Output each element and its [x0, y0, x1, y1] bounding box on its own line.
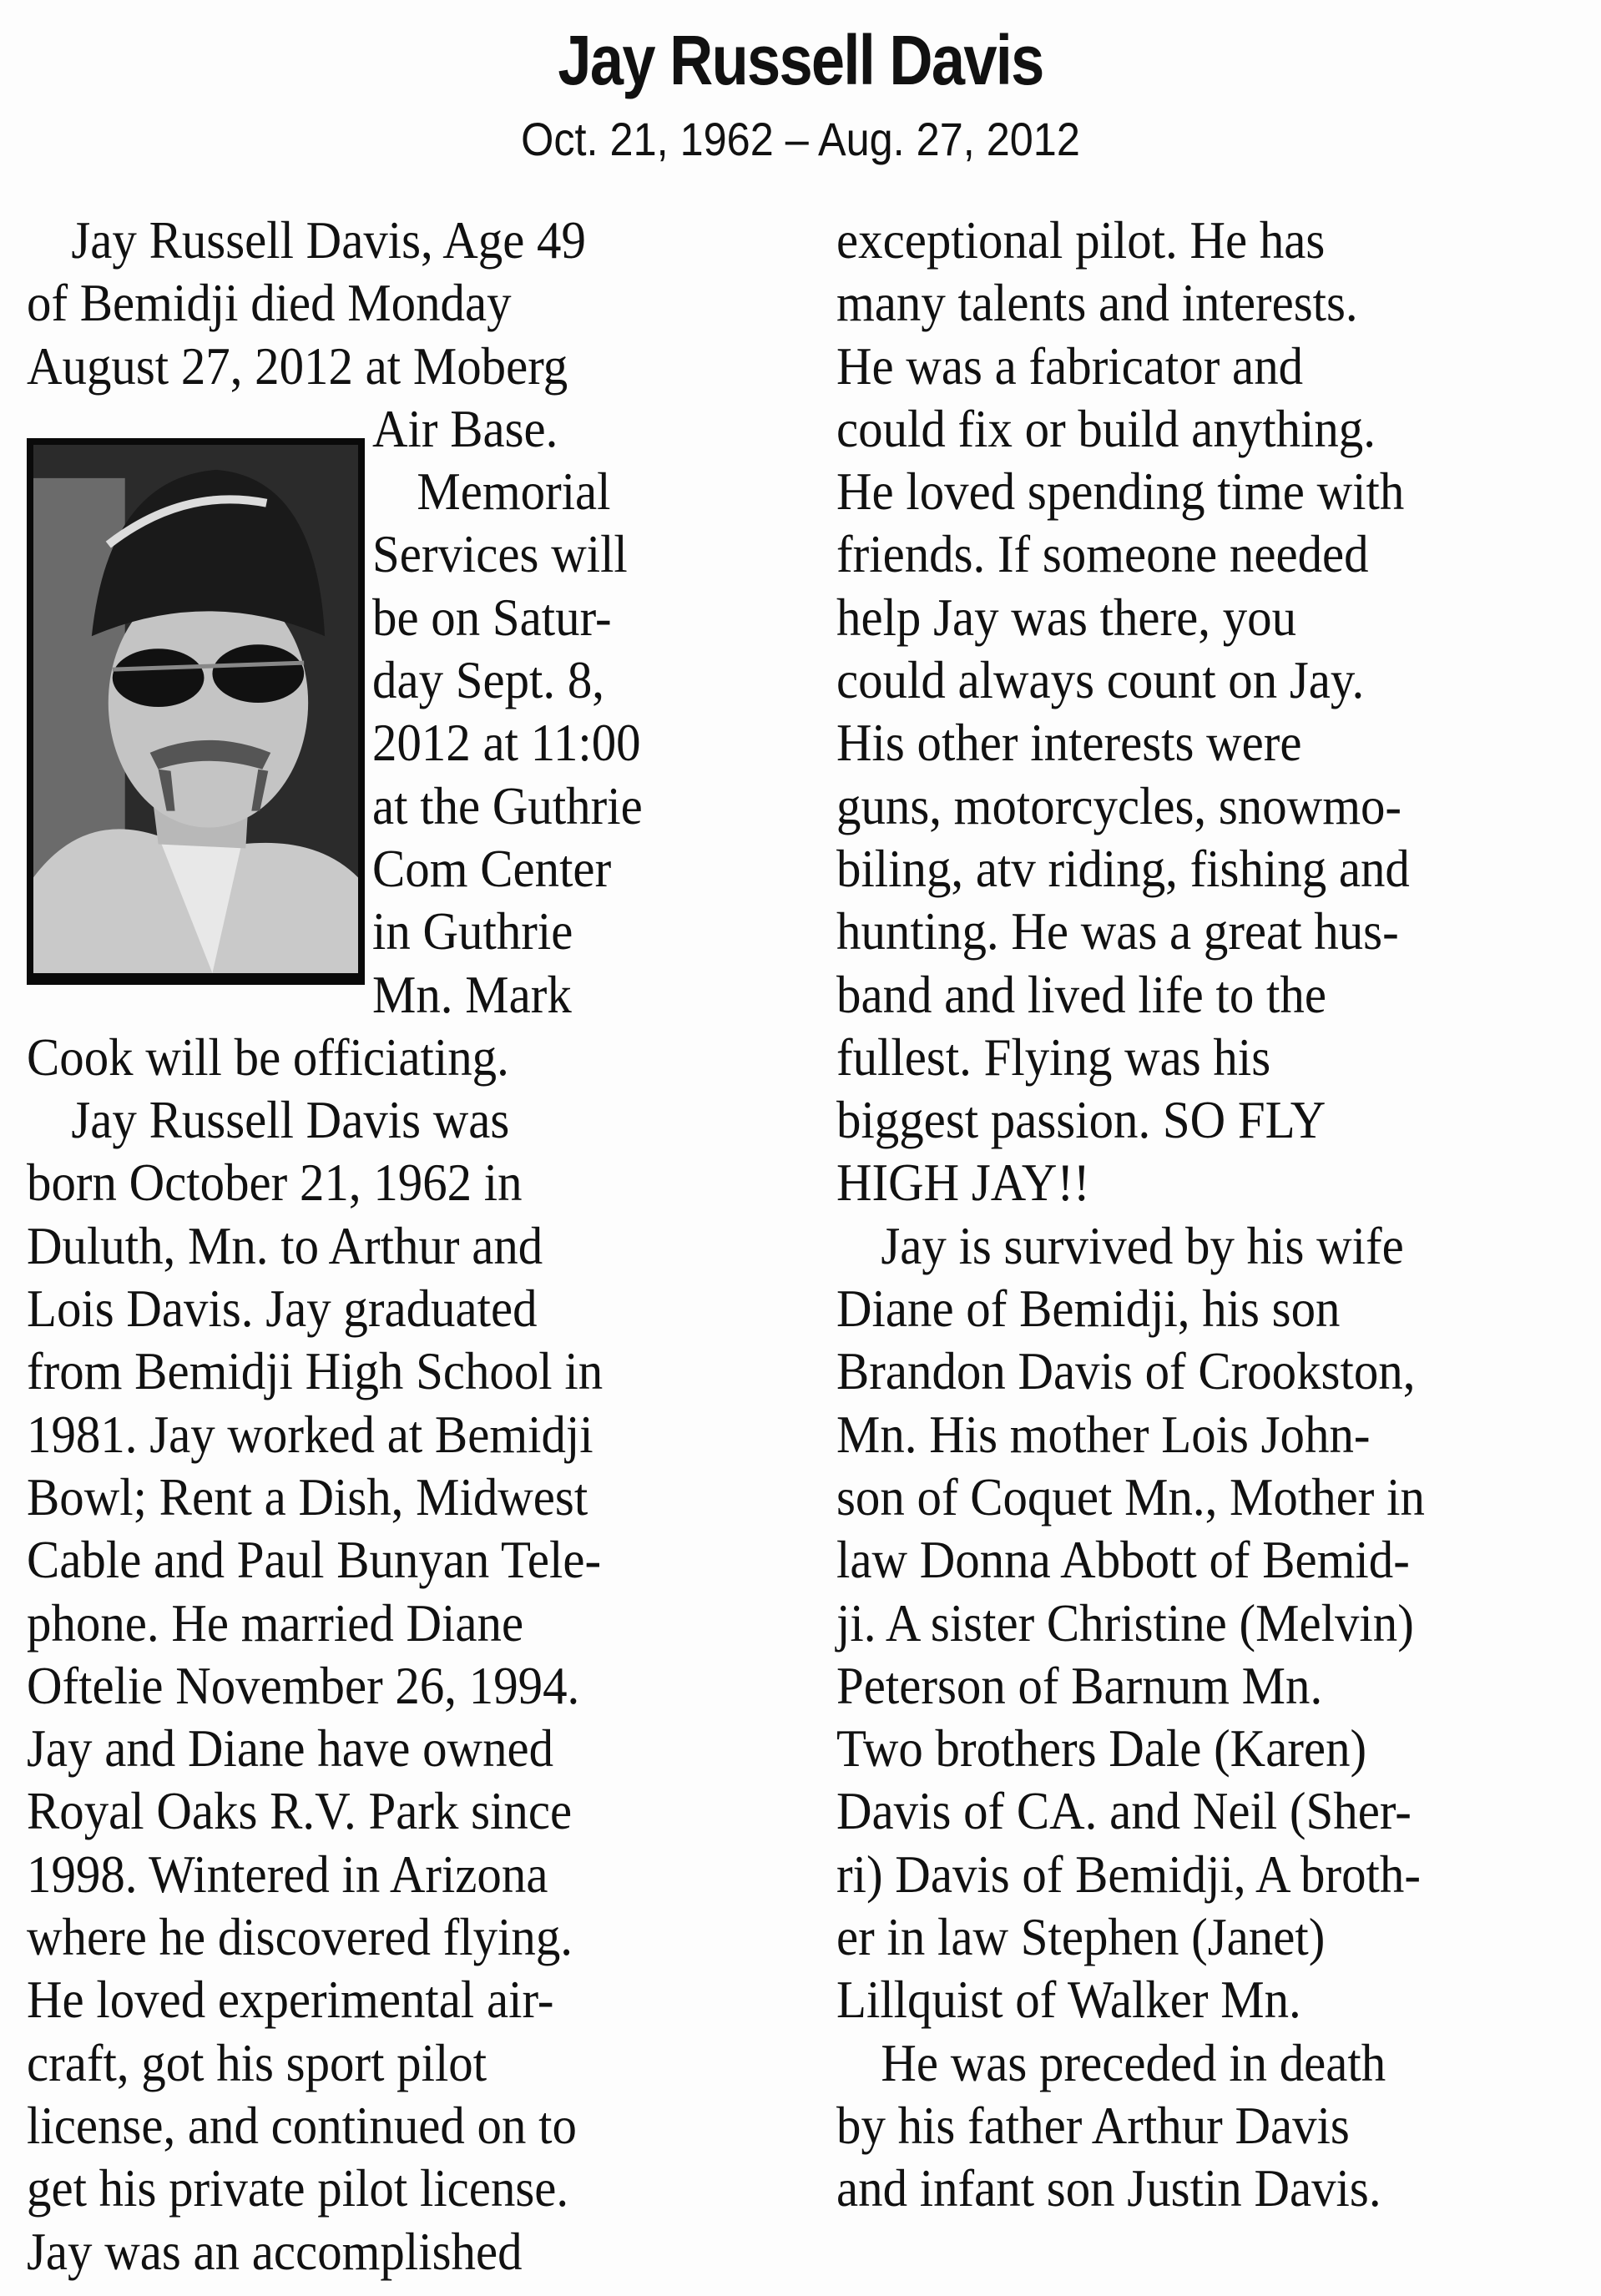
right-column-line: er in law Stephen (Janet) [836, 1907, 1326, 1967]
right-column-line: fullest. Flying was his [836, 1027, 1271, 1087]
right-column-line: exceptional pilot. He has [836, 210, 1326, 270]
left-column-line: be on Satur- [372, 587, 612, 647]
right-column-line: Lillquist of Walker Mn. [836, 1970, 1301, 2030]
left-column-line: at the Guthrie [372, 775, 643, 835]
right-column-line: friends. If someone needed [836, 524, 1369, 584]
right-column-line: He was preceded in death [881, 2032, 1386, 2092]
left-column-line: Lois Davis. Jay graduated [27, 1279, 538, 1339]
right-column-line: and infant son Justin Davis. [836, 2158, 1381, 2218]
left-column-line: Jay and Diane have owned [27, 1718, 554, 1779]
left-column-line: Jay Russell Davis, Age 49 [71, 210, 586, 270]
left-column-line: Com Center [372, 838, 612, 898]
left-column-line: craft, got his sport pilot [27, 2032, 487, 2092]
right-column-line: Diane of Bemidji, his son [836, 1279, 1341, 1339]
left-column-line: Mn. Mark [372, 964, 572, 1024]
right-column-line: Mn. His mother Lois John- [836, 1404, 1371, 1464]
left-column-line: in Guthrie [372, 901, 573, 961]
right-column-line: Brandon Davis of Crookston, [836, 1341, 1416, 1401]
left-column-line: phone. He married Diane [27, 1592, 524, 1653]
left-column-line: license, and continued on to [27, 2095, 577, 2155]
left-column-line: where he discovered flying. [27, 1907, 573, 1967]
left-column-line: from Bemidji High School in [27, 1341, 604, 1401]
right-column-line: guns, motorcycles, snowmo- [836, 775, 1402, 835]
right-column-line: He loved spending time with [836, 462, 1405, 522]
right-column-line: help Jay was there, you [836, 587, 1297, 647]
right-column-line: Two brothers Dale (Karen) [836, 1718, 1367, 1779]
right-column-line: ji. A sister Christine (Melvin) [836, 1592, 1414, 1653]
right-column [836, 209, 1588, 2220]
left-column-line: born October 21, 1962 in [27, 1153, 523, 1213]
right-column-line: many talents and interests. [836, 273, 1358, 333]
left-column-line: 2012 at 11:00 [372, 713, 641, 773]
right-column-line: biling, atv riding, fishing and [836, 838, 1410, 898]
left-column-line: 1981. Jay worked at Bemidji [27, 1404, 593, 1464]
right-column-line: Jay is survived by his wife [881, 1215, 1404, 1275]
right-column-line: law Donna Abbott of Bemid- [836, 1530, 1410, 1590]
obituary-headline: Jay Russell Davis [558, 21, 1043, 99]
right-column-line: hunting. He was a great hus- [836, 901, 1399, 961]
left-column-line: Jay was an accomplished [27, 2221, 523, 2281]
left-column-line: Cable and Paul Bunyan Tele- [27, 1530, 602, 1590]
right-column-line: He was a fabricator and [836, 336, 1304, 396]
right-column-line: His other interests were [836, 713, 1302, 773]
left-column-line: of Bemidji died Monday [27, 273, 512, 333]
right-column-line: ri) Davis of Bemidji, A broth- [836, 1844, 1421, 1904]
left-column-line: He loved experimental air- [27, 1970, 554, 2030]
left-column-line: August 27, 2012 at Moberg [27, 336, 568, 396]
left-column-line: Oftelie November 26, 1994. [27, 1655, 580, 1715]
right-column-line: Peterson of Barnum Mn. [836, 1655, 1323, 1715]
right-column-line: band and lived life to the [836, 964, 1326, 1024]
left-column-line: Jay Russell Davis was [71, 1090, 510, 1150]
left-column-line: Air Base. [372, 398, 558, 458]
life-dates: Oct. 21, 1962 – Aug. 27, 2012 [521, 113, 1080, 165]
right-column-line: could fix or build anything. [836, 398, 1376, 458]
left-column-line: Duluth, Mn. to Arthur and [27, 1215, 543, 1275]
left-column-line: Memorial [417, 462, 611, 522]
right-column-line: HIGH JAY!! [836, 1153, 1090, 1213]
left-column-line: get his private pilot license. [27, 2158, 569, 2218]
left-column-line: Services will [372, 524, 628, 584]
left-column [27, 209, 778, 2283]
left-column-line: day Sept. 8, [372, 650, 605, 710]
right-column-line: biggest passion. SO FLY [836, 1090, 1326, 1150]
right-column-line: son of Coquet Mn., Mother in [836, 1466, 1425, 1526]
left-column-line: Cook will be officiating. [27, 1027, 509, 1087]
left-column-line: Bowl; Rent a Dish, Midwest [27, 1466, 588, 1526]
left-column-line: Royal Oaks R.V. Park since [27, 1781, 573, 1841]
right-column-line: by his father Arthur Davis [836, 2095, 1350, 2155]
right-column-line: could always count on Jay. [836, 650, 1365, 710]
left-column-line: 1998. Wintered in Arizona [27, 1844, 548, 1904]
right-column-line: Davis of CA. and Neil (Sher- [836, 1781, 1412, 1841]
